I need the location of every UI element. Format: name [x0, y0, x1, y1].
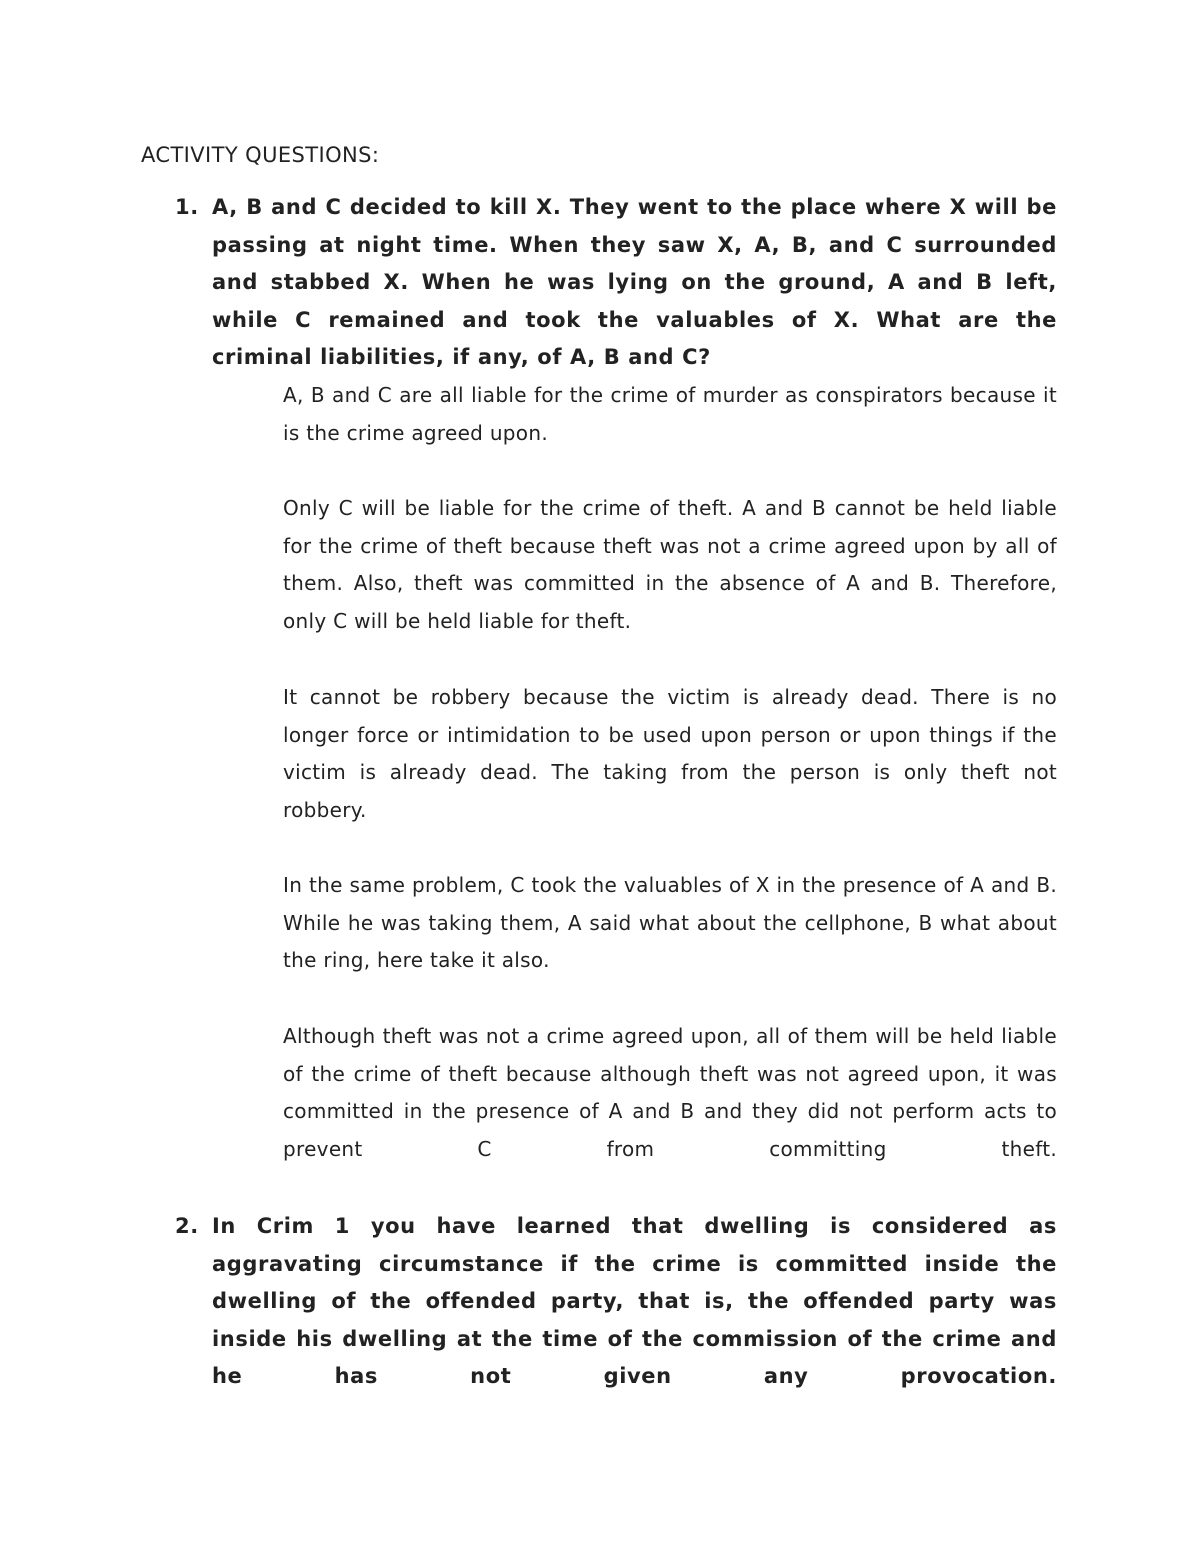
answer-1-paragraph-4: In the same problem, C took the valuables of X in the presence of A and B. While he was taking them, A said what about the cellphone, B what about the ring, here take it also. — [283, 873, 1057, 973]
question-2-text: In Crim 1 you have learned that dwelling is considered as aggravating circumstance if the crime is committed inside the dwelling of the offended party, that is, the offended party was inside his dwelling at the time of the commission of the crime and he has not given any provocation. — [212, 1214, 1057, 1389]
question-1-text: A, B and C decided to kill X. They went to the place where X will be passing at night time. When they saw X, A, B, and C surrounded and stabbed X. When he was lying on the ground, A and B left, while C remained and took the valuables of X. What are the criminal liabilities, if any, of A, B and C? — [212, 195, 1057, 370]
page-heading: ACTIVITY QUESTIONS: — [141, 143, 380, 167]
answer-1-paragraph-2: Only C will be liable for the crime of theft. A and B cannot be held liable for the crime of theft because theft was not a crime agreed upon by all of them. Also, theft was committed in the absence of A and B. Therefore, only C will be held liable for theft. — [283, 496, 1057, 633]
answer-1-paragraph-5: Although theft was not a crime agreed upon, all of them will be held liable of the crime of theft because although theft was not agreed upon, it was committed in the presence of A and B and they did not perform acts to prevent C from committing theft. — [283, 1024, 1057, 1161]
question-2-number: 2. — [175, 1214, 199, 1238]
answer-1-paragraph-1: A, B and C are all liable for the crime of murder as conspirators because it is the crime agreed upon. — [283, 383, 1057, 445]
question-1-number: 1. — [175, 195, 199, 219]
answer-1-paragraph-3: It cannot be robbery because the victim is already dead. There is no longer force or intimidation to be used upon person or upon things if the victim is already dead. The taking from the person is only theft not robbery. — [283, 685, 1057, 822]
